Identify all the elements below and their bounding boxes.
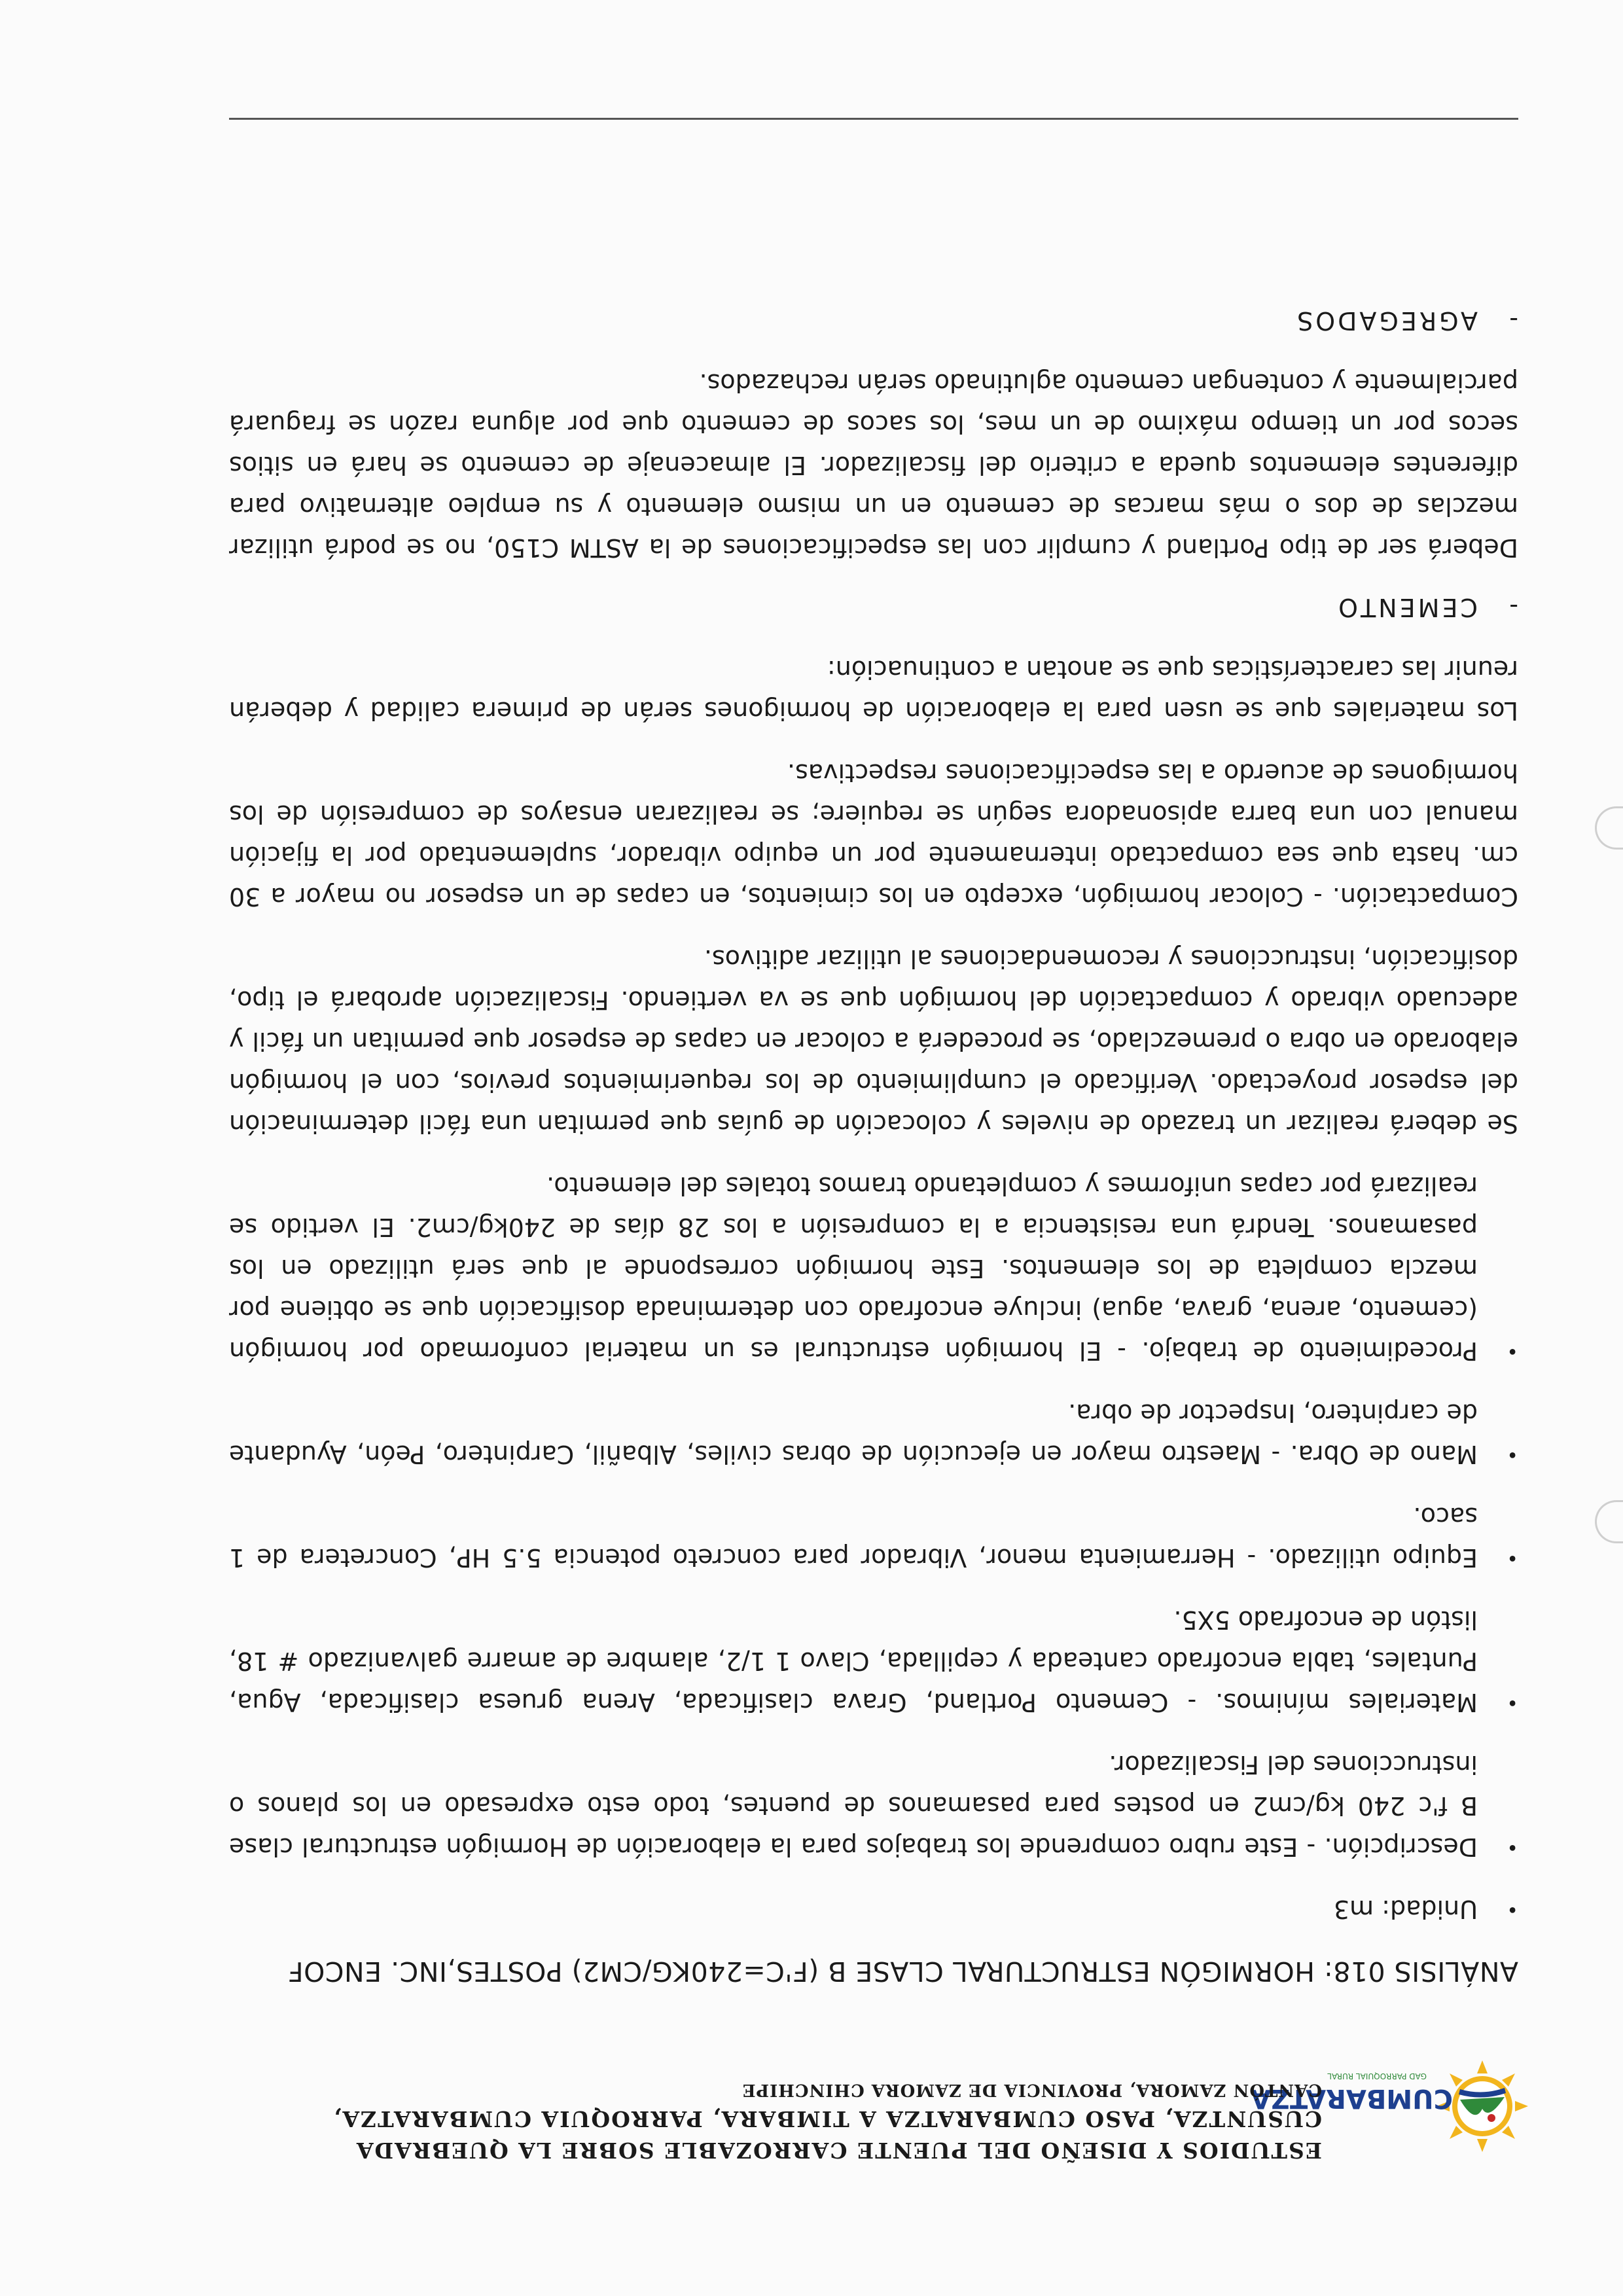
bullet-text: Unidad: m3 [1333, 1895, 1478, 1924]
project-title-block [183, 2077, 1322, 2166]
section-heading-label: CEMENTO [1336, 593, 1478, 622]
paragraph-materials-intro: Los materiales que se usen para la elaboración de hormigones serán de primera calidad y deberán reunir las características que se anotan a continuación: [229, 655, 1518, 725]
bullet-text: Materiales mínimos. - Cemento Portland, Grava clasificada, Arena gruesa clasificada, Agua, Puntales, tabla encofrado canteada y cepillada, Clavo 1 1/2, alambre de amarre galvanizado # 18, listón de encofrado 5X5. [229, 1605, 1478, 1717]
bullet-item-unit [229, 1888, 1518, 1929]
section-heading-cemento [229, 586, 1518, 628]
dash-marker: - [1509, 306, 1518, 335]
bullet-item-procedure [229, 1165, 1518, 1371]
section-heading-label: AGREGADOS [1294, 306, 1478, 335]
project-title-line: ESTUDIOS Y DISEÑO DEL PUENTE CARROZABLE SOBRE LA QUEBRADA [355, 2138, 1322, 2163]
punch-hole-mark [1595, 806, 1623, 850]
document-body [229, 281, 1518, 1929]
bullet-text: Descripción. - Este rubro comprende los trabajos para la elaboración de Hormigón estructural clase B f'c 240 kg/cm2 en postes para pasamanos de puentes, todo esto expresado en los planos o instrucciones del Fiscalizador. [229, 1750, 1478, 1861]
cumbaratza-logo-icon [1251, 2031, 1531, 2168]
project-location-line: CANTÓN ZAMORA, PROVINCIA DE ZAMORA CHINCHIPE [741, 2080, 1322, 2100]
paragraph-layout: Se deberá realizar un trazado de niveles y colocación de guías que permitan una fácil determinación del espesor proyectado. Verificado el cumplimiento de los requerimientos previos, con el hormigón elaborado en obra o premezclado, se procederá a colocar en capas de espesor que permitan un fácil y adecuado vibrado y compactación del hormigón que se va vertiendo. Fiscalización aprobará el tipo, dosificación, instrucciones y recomendaciones al utilizar aditivos. [229, 944, 1518, 1138]
punch-hole-mark [1595, 1500, 1623, 1543]
bullet-item-materials [229, 1599, 1518, 1723]
bullet-icon: • [1507, 1691, 1518, 1713]
project-title-line: CUSUNTZA, PASO CUMBARATZA A TIMBARA, PARROQUIA CUMBARATZA, [332, 2106, 1322, 2132]
bullet-item-equipment [229, 1496, 1518, 1578]
paragraph-cemento: Deberá ser de tipo Portland y cumplir con las especificaciones de la ASTM C150, no se podrá utilizar mezclas de dos o más marcas de cemento en un mismo elemento y su empleo alternativo para diferentes elementos queda a criterio del fiscalizador. El almacenaje de cemento se hará en sitios secos por un tiempo máximo de un mes, los sacos de cemento que por alguna razón se fraguará parcialmente y contengan cemento aglutinado serán rechazados. [229, 368, 1518, 562]
footer-rule [229, 118, 1518, 120]
document-header [52, 2024, 1531, 2168]
bullet-icon: • [1507, 1835, 1518, 1858]
section-heading-agregados [229, 300, 1518, 341]
bullet-icon: • [1507, 1339, 1518, 1362]
dash-marker: - [1509, 593, 1518, 622]
bullet-text: Mano de Obra. - Maestro mayor en ejecución de obras civiles, Albañil, Carpintero, Peón, Ayudante de carpintero, Inspector de obra. [229, 1399, 1478, 1469]
bullet-text: Procedimiento de trabajo. - El hormigón estructural es un material conformado por hormigón (cemento, arena, grava, agua) incluye encofrado con determinada dosificación que se obtiene por mezcla completa de los elementos. Este hormigón corresponde al que será utilizado en los pasamanos. Tendrá una resistencia a la compresión a los 28 días de 240kg/cm2. El vertido se realizará por capas uniformes y completando tramos totales del elemento. [229, 1172, 1478, 1365]
bullet-icon: • [1507, 1443, 1518, 1465]
bullet-item-labor [229, 1392, 1518, 1475]
analysis-title: ANÁLISIS 018: HORMIGÓN ESTRUCTURAL CLASE B (F'C=240KG/CM2) POSTES,INC. ENCOF [287, 1956, 1518, 1987]
logo-subtext: GAD PARROQUIAL RURAL [1327, 2072, 1427, 2081]
logo-wordmark: CUMBARATZA [1251, 2083, 1453, 2113]
bullet-icon: • [1507, 1546, 1518, 1569]
paragraph-compaction: Compactación. - Colocar hormigón, excepto en los cimientos, en capas de un espesor no mayor a 30 cm. hasta que sea compactado internamente por un equipo vibrador, suplementado por la fijación manual con una barra apisonadora según se requiere; se realizaran ensayos de compresión de los hormigones de acuerdo a las especificaciones respectivas. [229, 759, 1518, 911]
bullet-icon: • [1507, 1897, 1518, 1920]
bullet-text: Equipo utilizado. - Herramienta menor, Vibrador para concreto potencia 5.5 HP, Concretera de 1 saco. [229, 1502, 1478, 1572]
bullet-item-description [229, 1744, 1518, 1867]
